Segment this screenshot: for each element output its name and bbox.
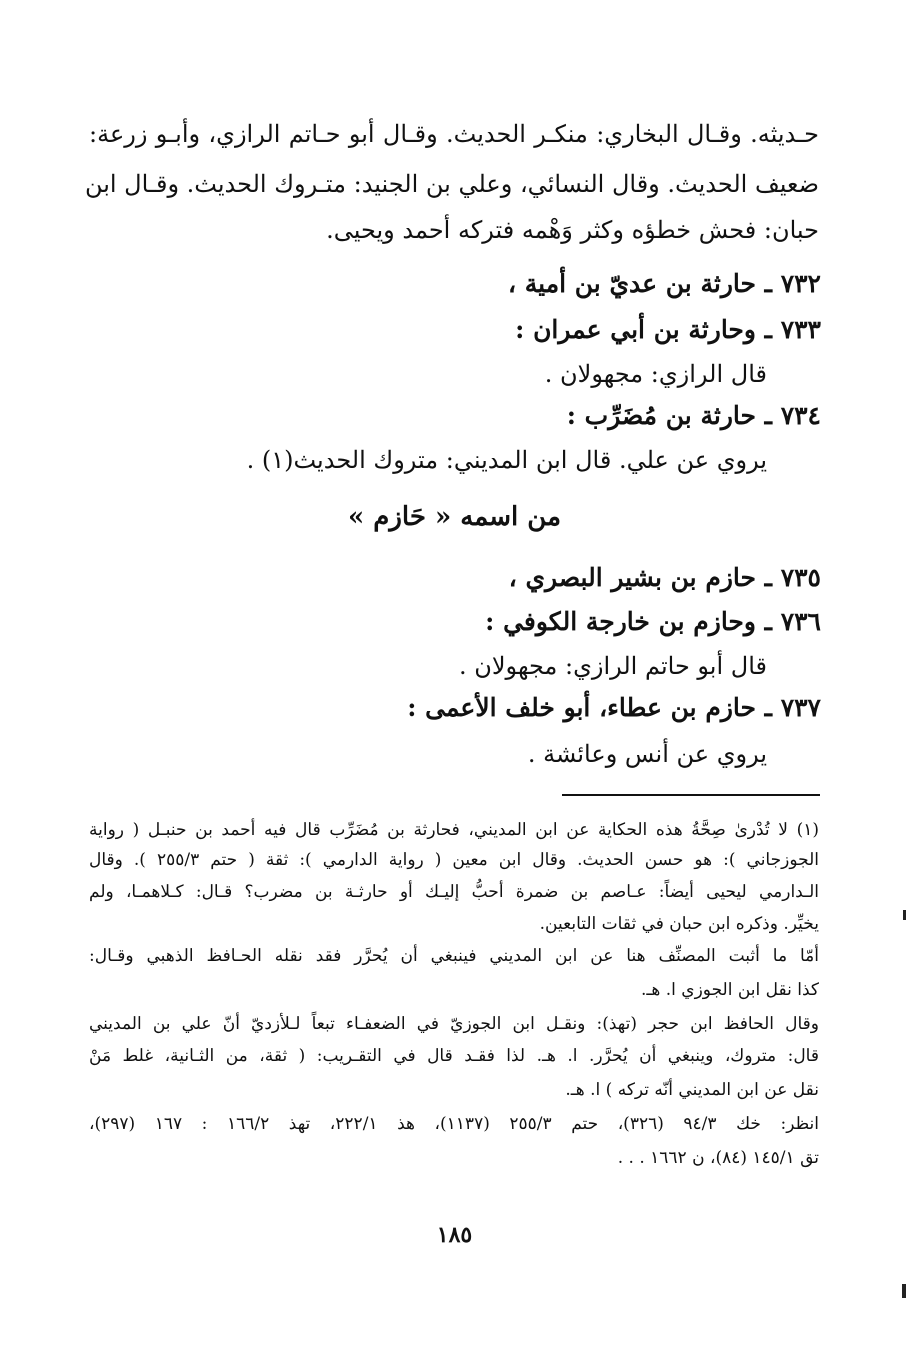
entry-736: ٧٣٦ ـ وحازم بن خارجة الكوفي : bbox=[485, 607, 821, 636]
section-heading: من اسمه « حَازم » bbox=[347, 502, 562, 532]
entry-732: ٧٣٢ ـ حارثة بن عديّ بن أمية ، bbox=[508, 269, 821, 298]
footnote-line-6: كذا نقل ابن الجوزي ا. هـ. bbox=[640, 980, 819, 1000]
entry-734-note: يروي عن علي. قال ابن المديني: متروك الحديث(١) . bbox=[246, 446, 767, 474]
footnote-line-10: انظر: خك ٩٤/٣ (٣٢٦)، حتم ٢٥٥/٣ (١١٣٧)، هذ ٢٢٢/١، تهذ ١٦٦/٢ : ١٦٧ (٢٩٧)، bbox=[89, 1114, 819, 1134]
entry-733: ٧٣٣ ـ وحارثة بن أبي عمران : bbox=[515, 315, 821, 344]
entry-737-note: يروي عن أنس وعائشة . bbox=[527, 740, 767, 768]
footnote-line-4: يخيِّر. وذكره ابن حبان في ثقات التابعين. bbox=[539, 914, 819, 934]
footnote-line-11: تق ١٤٥/١ (٨٤)، ن ١٦٦٢ . . . bbox=[617, 1148, 819, 1168]
footnote-line-8: قال: متروك، وينبغي أن يُحرَّر. ا. هـ. لذا فقـد قال في التقـريب: ( ثقة، من الثـانية، غلط مَنْ bbox=[89, 1046, 819, 1066]
entry-737: ٧٣٧ ـ حازم بن عطاء، أبو خلف الأعمى : bbox=[407, 693, 821, 722]
entry-736-note: قال أبو حاتم الرازي: مجهولان . bbox=[458, 652, 767, 680]
intro-line-2: ضعيف الحديث. وقال النسائي، وعلي بن الجنيد: متـروك الحديث. وقـال ابن bbox=[84, 170, 819, 198]
footnote-separator bbox=[562, 794, 820, 796]
entry-735: ٧٣٥ ـ حازم بن بشير البصري ، bbox=[508, 563, 821, 592]
entry-734: ٧٣٤ ـ حارثة بن مُضَرِّب : bbox=[566, 401, 821, 430]
footnote-line-1: (١) لا تُدْرىٰ صِحَّةُ هذه الحكاية عن ابن المديني، فحارثة بن مُضَرِّب قال فيه أحمد بن حنبـل ( رواية bbox=[89, 820, 819, 840]
intro-line-1: حـديثه. وقـال البخاري: منكـر الحديث. وقـال أبو حـاتم الرازي، وأبـو زرعة: bbox=[89, 120, 819, 148]
footnote-line-5: أمّا ما أثبت المصنِّف هنا عن ابن المديني فينبغي أن يُحرَّر فقد نقله الحـافظ الذهبي وقـال: bbox=[89, 946, 819, 966]
entry-733-note: قال الرازي: مجهولان . bbox=[544, 360, 767, 388]
footnote-line-7: وقال الحافظ ابن حجر (تهذ): ونقـل ابن الجوزيّ في الضعفـاء تبعاً لـلأزديّ أنّ علي بن المديني bbox=[89, 1014, 819, 1034]
scan-mark bbox=[903, 910, 906, 920]
footnote-line-2: الجوزجاني ): هو حسن الحديث. وقال ابن معين ( رواية الدارمي ): ثقة ( حتم ٢٥٥/٣ ). وقال bbox=[89, 850, 819, 870]
footnote-line-3: الـدارمي ليحيى أيضاً: عـاصم بن ضمرة أحبُّ إليـك أو حارثـة بن مضرب؟ قـال: كـلاهمـا، ولم bbox=[89, 882, 819, 902]
intro-line-3: حبان: فحش خطؤه وكثر وَهْمه فتركه أحمد ويحيى. bbox=[326, 216, 819, 244]
scan-mark bbox=[902, 1284, 906, 1298]
footnote-line-9: نقل عن ابن المديني أنّه تركه ) ا. هـ. bbox=[565, 1080, 819, 1100]
page-number: ١٨٥ bbox=[436, 1222, 473, 1248]
